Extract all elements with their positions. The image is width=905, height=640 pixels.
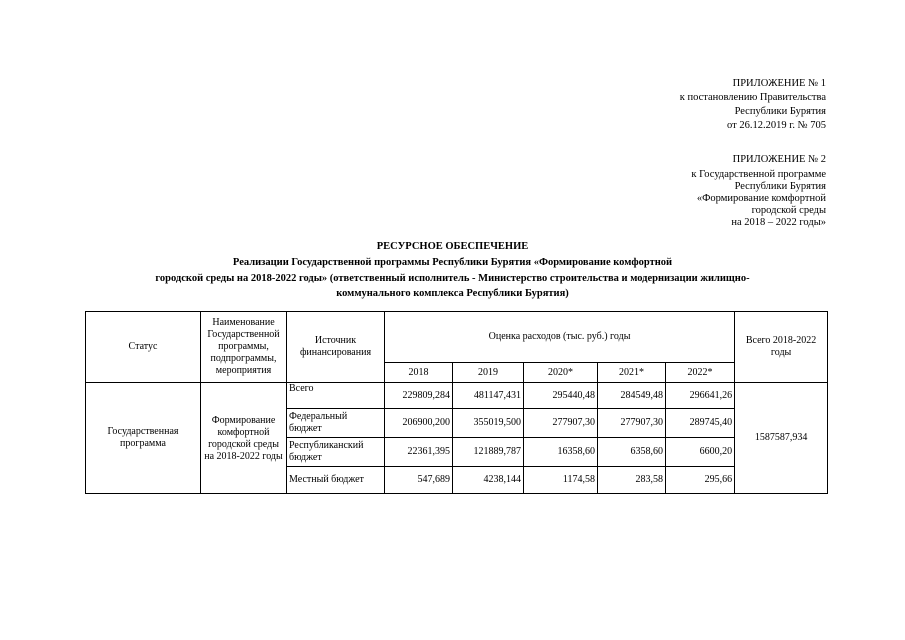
source-cell: Местный бюджет bbox=[287, 467, 385, 494]
value-cell: 6600,20 bbox=[666, 438, 735, 467]
total-cell: 1587587,934 bbox=[735, 383, 828, 494]
value-cell: 206900,200 bbox=[385, 409, 453, 438]
appendix-2-block bbox=[691, 153, 826, 229]
heading-title: РЕСУРСНОЕ ОБЕСПЕЧЕНИЕ bbox=[376, 241, 529, 252]
appendix-1-line: от 26.12.2019 г. № 705 bbox=[727, 120, 826, 131]
value-cell: 16358,60 bbox=[524, 438, 598, 467]
appendix-1-line: к постановлению Правительства bbox=[679, 92, 826, 103]
header-year: 2021* bbox=[598, 363, 666, 383]
appendix-1-title: ПРИЛОЖЕНИЕ № 1 bbox=[732, 78, 826, 89]
document-heading bbox=[0, 239, 905, 301]
source-cell: Федеральный бюджет bbox=[287, 409, 385, 438]
appendix-2-line: на 2018 – 2022 годы» bbox=[731, 217, 826, 228]
resource-table bbox=[85, 311, 828, 494]
appendix-1-line: Республики Бурятия bbox=[734, 106, 826, 117]
heading-line: городской среды на 2018-2022 годы» (ответственный исполнитель - Министерство строительства и модернизации жилищно- bbox=[155, 273, 750, 284]
source-cell: Всего bbox=[287, 383, 385, 409]
value-cell: 1174,58 bbox=[524, 467, 598, 494]
header-estimate: Оценка расходов (тыс. руб.) годы bbox=[385, 312, 735, 363]
appendix-1-block bbox=[680, 77, 826, 133]
value-cell: 355019,500 bbox=[453, 409, 524, 438]
header-year: 2022* bbox=[666, 363, 735, 383]
value-cell: 296641,26 bbox=[666, 383, 735, 409]
program-name-cell: Формирование комфортной городской среды на 2018-2022 годы bbox=[201, 383, 287, 494]
appendix-2-line: «Формирование комфортной bbox=[696, 193, 826, 204]
header-status: Статус bbox=[86, 312, 201, 383]
value-cell: 284549,48 bbox=[598, 383, 666, 409]
value-cell: 481147,431 bbox=[453, 383, 524, 409]
value-cell: 295440,48 bbox=[524, 383, 598, 409]
header-row bbox=[86, 312, 828, 363]
value-cell: 22361,395 bbox=[385, 438, 453, 467]
header-name: Наименование Государственной программы, подпрограммы, мероприятия bbox=[201, 312, 287, 383]
value-cell: 277907,30 bbox=[524, 409, 598, 438]
value-cell: 277907,30 bbox=[598, 409, 666, 438]
header-year: 2019 bbox=[453, 363, 524, 383]
header-source: Источник финансирования bbox=[287, 312, 385, 383]
appendix-2-line: к Государственной программе bbox=[691, 169, 826, 180]
value-cell: 229809,284 bbox=[385, 383, 453, 409]
header-year: 2018 bbox=[385, 363, 453, 383]
value-cell: 121889,787 bbox=[453, 438, 524, 467]
appendix-2-line: городской среды bbox=[751, 205, 826, 216]
header-year: 2020* bbox=[524, 363, 598, 383]
value-cell: 6358,60 bbox=[598, 438, 666, 467]
header-total: Всего 2018-2022 годы bbox=[735, 312, 828, 383]
appendix-2-title: ПРИЛОЖЕНИЕ № 2 bbox=[732, 154, 826, 165]
status-cell: Государственная программа bbox=[86, 383, 201, 494]
source-cell: Республиканский бюджет bbox=[287, 438, 385, 467]
heading-line: коммунального комплекса Республики Бурятия) bbox=[336, 288, 569, 299]
appendix-2-line: Республики Бурятия bbox=[734, 181, 826, 192]
value-cell: 289745,40 bbox=[666, 409, 735, 438]
value-cell: 295,66 bbox=[666, 467, 735, 494]
value-cell: 4238,144 bbox=[453, 467, 524, 494]
value-cell: 283,58 bbox=[598, 467, 666, 494]
value-cell: 547,689 bbox=[385, 467, 453, 494]
table-row bbox=[86, 383, 828, 409]
heading-line: Реализации Государственной программы Республики Бурятия «Формирование комфортной bbox=[232, 257, 673, 268]
